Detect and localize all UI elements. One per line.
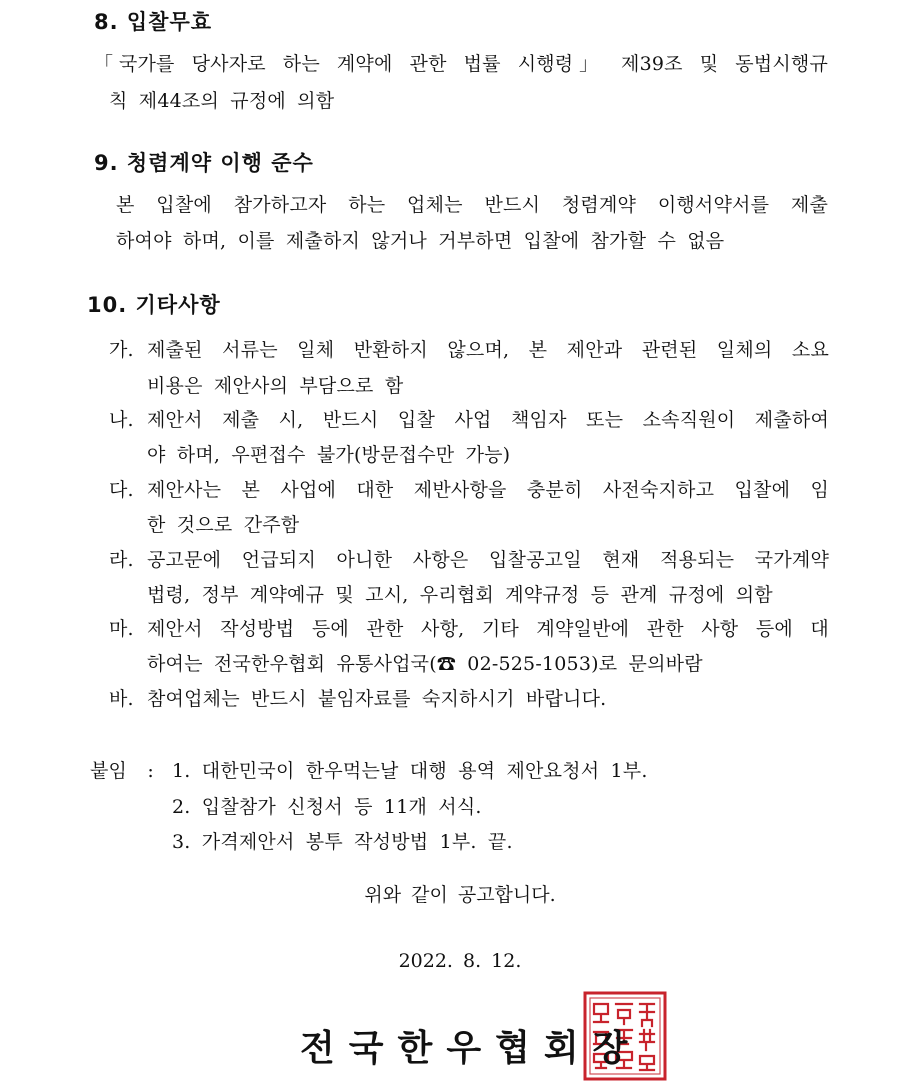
section-8-line-2: 칙 제44조의 규정에 의함 <box>109 90 335 112</box>
attachment-item-3: 3. 가격제안서 봉투 작성방법 1부. 끝. <box>172 831 513 853</box>
item-ra-line-1: 공고문에 언급되지 아니한 사항은 입찰공고일 현재 적용되는 국가계약 <box>147 549 829 571</box>
section-9-line-2: 하여야 하며, 이를 제출하지 않거나 거부하면 입찰에 참가할 수 없음 <box>116 230 725 252</box>
notice-date: 2022. 8. 12. <box>398 950 522 972</box>
item-ma-line-1: 제안서 작성방법 등에 관한 사항, 기타 계약일반에 관한 사항 등에 대 <box>147 618 829 640</box>
item-na-marker: 나. <box>109 409 134 431</box>
section-9-title: 9. 청렴계약 이행 준수 <box>94 151 314 175</box>
item-da-line-1: 제안사는 본 사업에 대한 제반사항을 충분히 사전숙지하고 입찰에 임 <box>147 479 829 501</box>
attachments-label: 붙임 : <box>90 760 154 782</box>
item-ma-line-2: 하여는 전국한우협회 유통사업국(☎ 02-525-1053)로 문의바람 <box>147 653 703 675</box>
item-da-line-2: 한 것으로 간주함 <box>147 514 300 536</box>
item-da-marker: 다. <box>109 479 134 501</box>
item-ra-marker: 라. <box>109 549 134 571</box>
section-10-title: 10. 기타사항 <box>87 293 221 317</box>
section-8-title: 8. 입찰무효 <box>94 10 213 34</box>
issuer-signature: 전국한우협회장 <box>300 1028 642 1069</box>
item-ba-line-1: 참여업체는 반드시 붙임자료를 숙지하시기 바랍니다. <box>147 688 607 710</box>
section-8-line-1: 「국가를 당사자로 하는 계약에 관한 법률 시행령」 제39조 및 동법시행규 <box>94 53 828 75</box>
item-ga-line-1: 제출된 서류는 일체 반환하지 않으며, 본 제안과 관련된 일체의 소요 <box>147 339 829 361</box>
section-9-line-1: 본 입찰에 참가하고자 하는 업체는 반드시 청렴계약 이행서약서를 제출 <box>116 194 828 216</box>
item-ga-marker: 가. <box>109 339 134 361</box>
item-ga-line-2: 비용은 제안사의 부담으로 함 <box>147 375 404 397</box>
item-na-line-2: 야 하며, 우편접수 불가(방문접수만 가능) <box>147 444 511 466</box>
attachment-item-1: 1. 대한민국이 한우먹는날 대행 용역 제안요청서 1부. <box>172 760 648 782</box>
closing-statement: 위와 같이 공고합니다. <box>364 884 556 906</box>
item-ba-marker: 바. <box>109 688 134 710</box>
item-ma-marker: 마. <box>109 618 134 640</box>
item-ra-line-2: 법령, 정부 계약예규 및 고시, 우리협회 계약규정 등 관계 규정에 의함 <box>147 584 773 606</box>
attachment-item-2: 2. 입찰참가 신청서 등 11개 서식. <box>172 796 482 818</box>
item-na-line-1: 제안서 제출 시, 반드시 입찰 사업 책임자 또는 소속직원이 제출하여 <box>147 409 829 431</box>
